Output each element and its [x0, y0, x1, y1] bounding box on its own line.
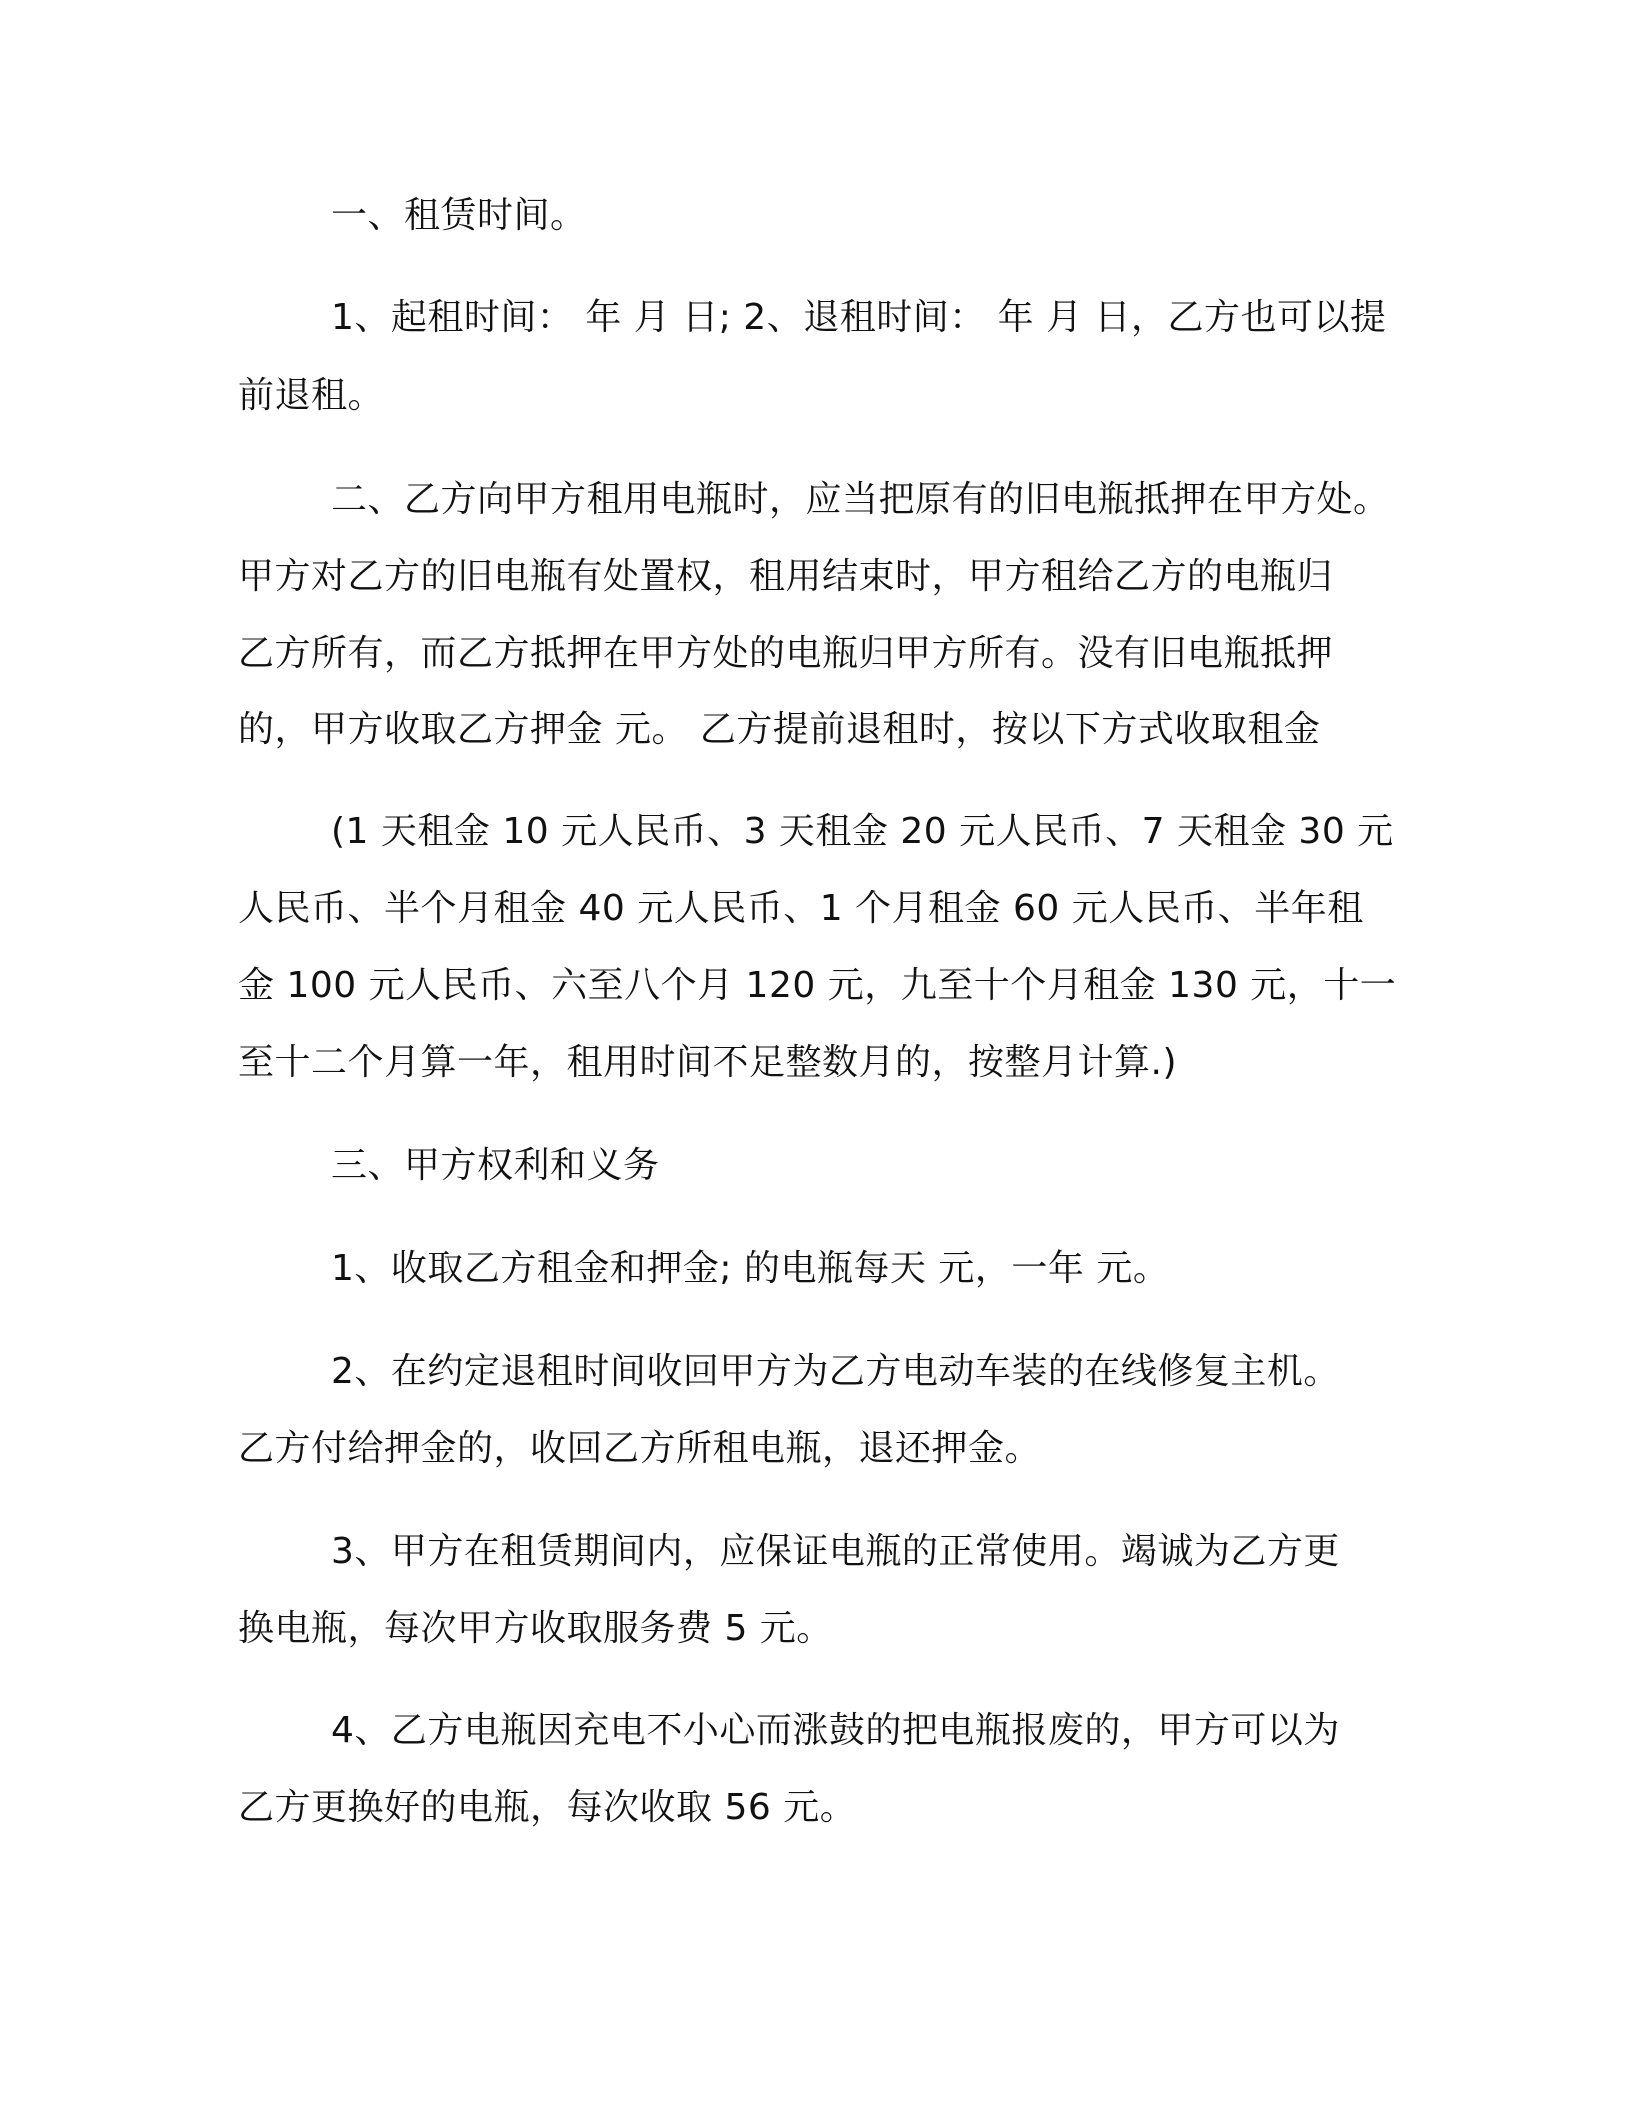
paragraph-line: 乙方付给押金的，收回乙方所租电瓶，退还押金。	[238, 1428, 1042, 1469]
paragraph-line: 人民币、半个月租金 40 元人民币、1 个月租金 60 元人民币、半年租	[238, 888, 1364, 929]
paragraph-line: 乙方所有，而乙方抵押在甲方处的电瓶归甲方所有。没有旧电瓶抵押	[238, 633, 1334, 674]
paragraph-line: 金 100 元人民币、六至八个月 120 元，九至十个月租金 130 元，十一	[238, 965, 1397, 1006]
paragraph-line: 1、起租时间： 年 月 日; 2、退租时间： 年 月 日，乙方也可以提	[331, 297, 1387, 338]
paragraph-line: 4、乙方电瓶因充电不小心而涨鼓的把电瓶报废的，甲方可以为	[331, 1710, 1340, 1751]
paragraph-line: 甲方对乙方的旧电瓶有处置权，租用结束时，甲方租给乙方的电瓶归	[238, 556, 1334, 597]
paragraph-line: 1、收取乙方租金和押金; 的电瓶每天 元，一年 元。	[331, 1248, 1170, 1289]
paragraph-line: 3、甲方在租赁期间内，应保证电瓶的正常使用。竭诚为乙方更	[331, 1531, 1340, 1572]
paragraph-line: 二、乙方向甲方租用电瓶时，应当把原有的旧电瓶抵押在甲方处。	[331, 479, 1390, 520]
paragraph-line: 前退租。	[238, 375, 385, 416]
paragraph-line: 乙方更换好的电瓶，每次收取 56 元。	[238, 1787, 857, 1828]
paragraph-line: 至十二个月算一年，租用时间不足整数月的，按整月计算.)	[238, 1042, 1177, 1083]
paragraph-line: (1 天租金 10 元人民币、3 天租金 20 元人民币、7 天租金 30 元	[331, 811, 1394, 852]
paragraph-line: 的，甲方收取乙方押金 元。 乙方提前退租时，按以下方式收取租金	[238, 709, 1321, 750]
heading-line: 三、甲方权利和义务	[331, 1145, 660, 1186]
heading-line: 一、租赁时间。	[331, 195, 587, 236]
paragraph-line: 换电瓶，每次甲方收取服务费 5 元。	[238, 1608, 833, 1649]
paragraph-line: 2、在约定退租时间收回甲方为乙方电动车装的在线修复主机。	[331, 1351, 1340, 1392]
